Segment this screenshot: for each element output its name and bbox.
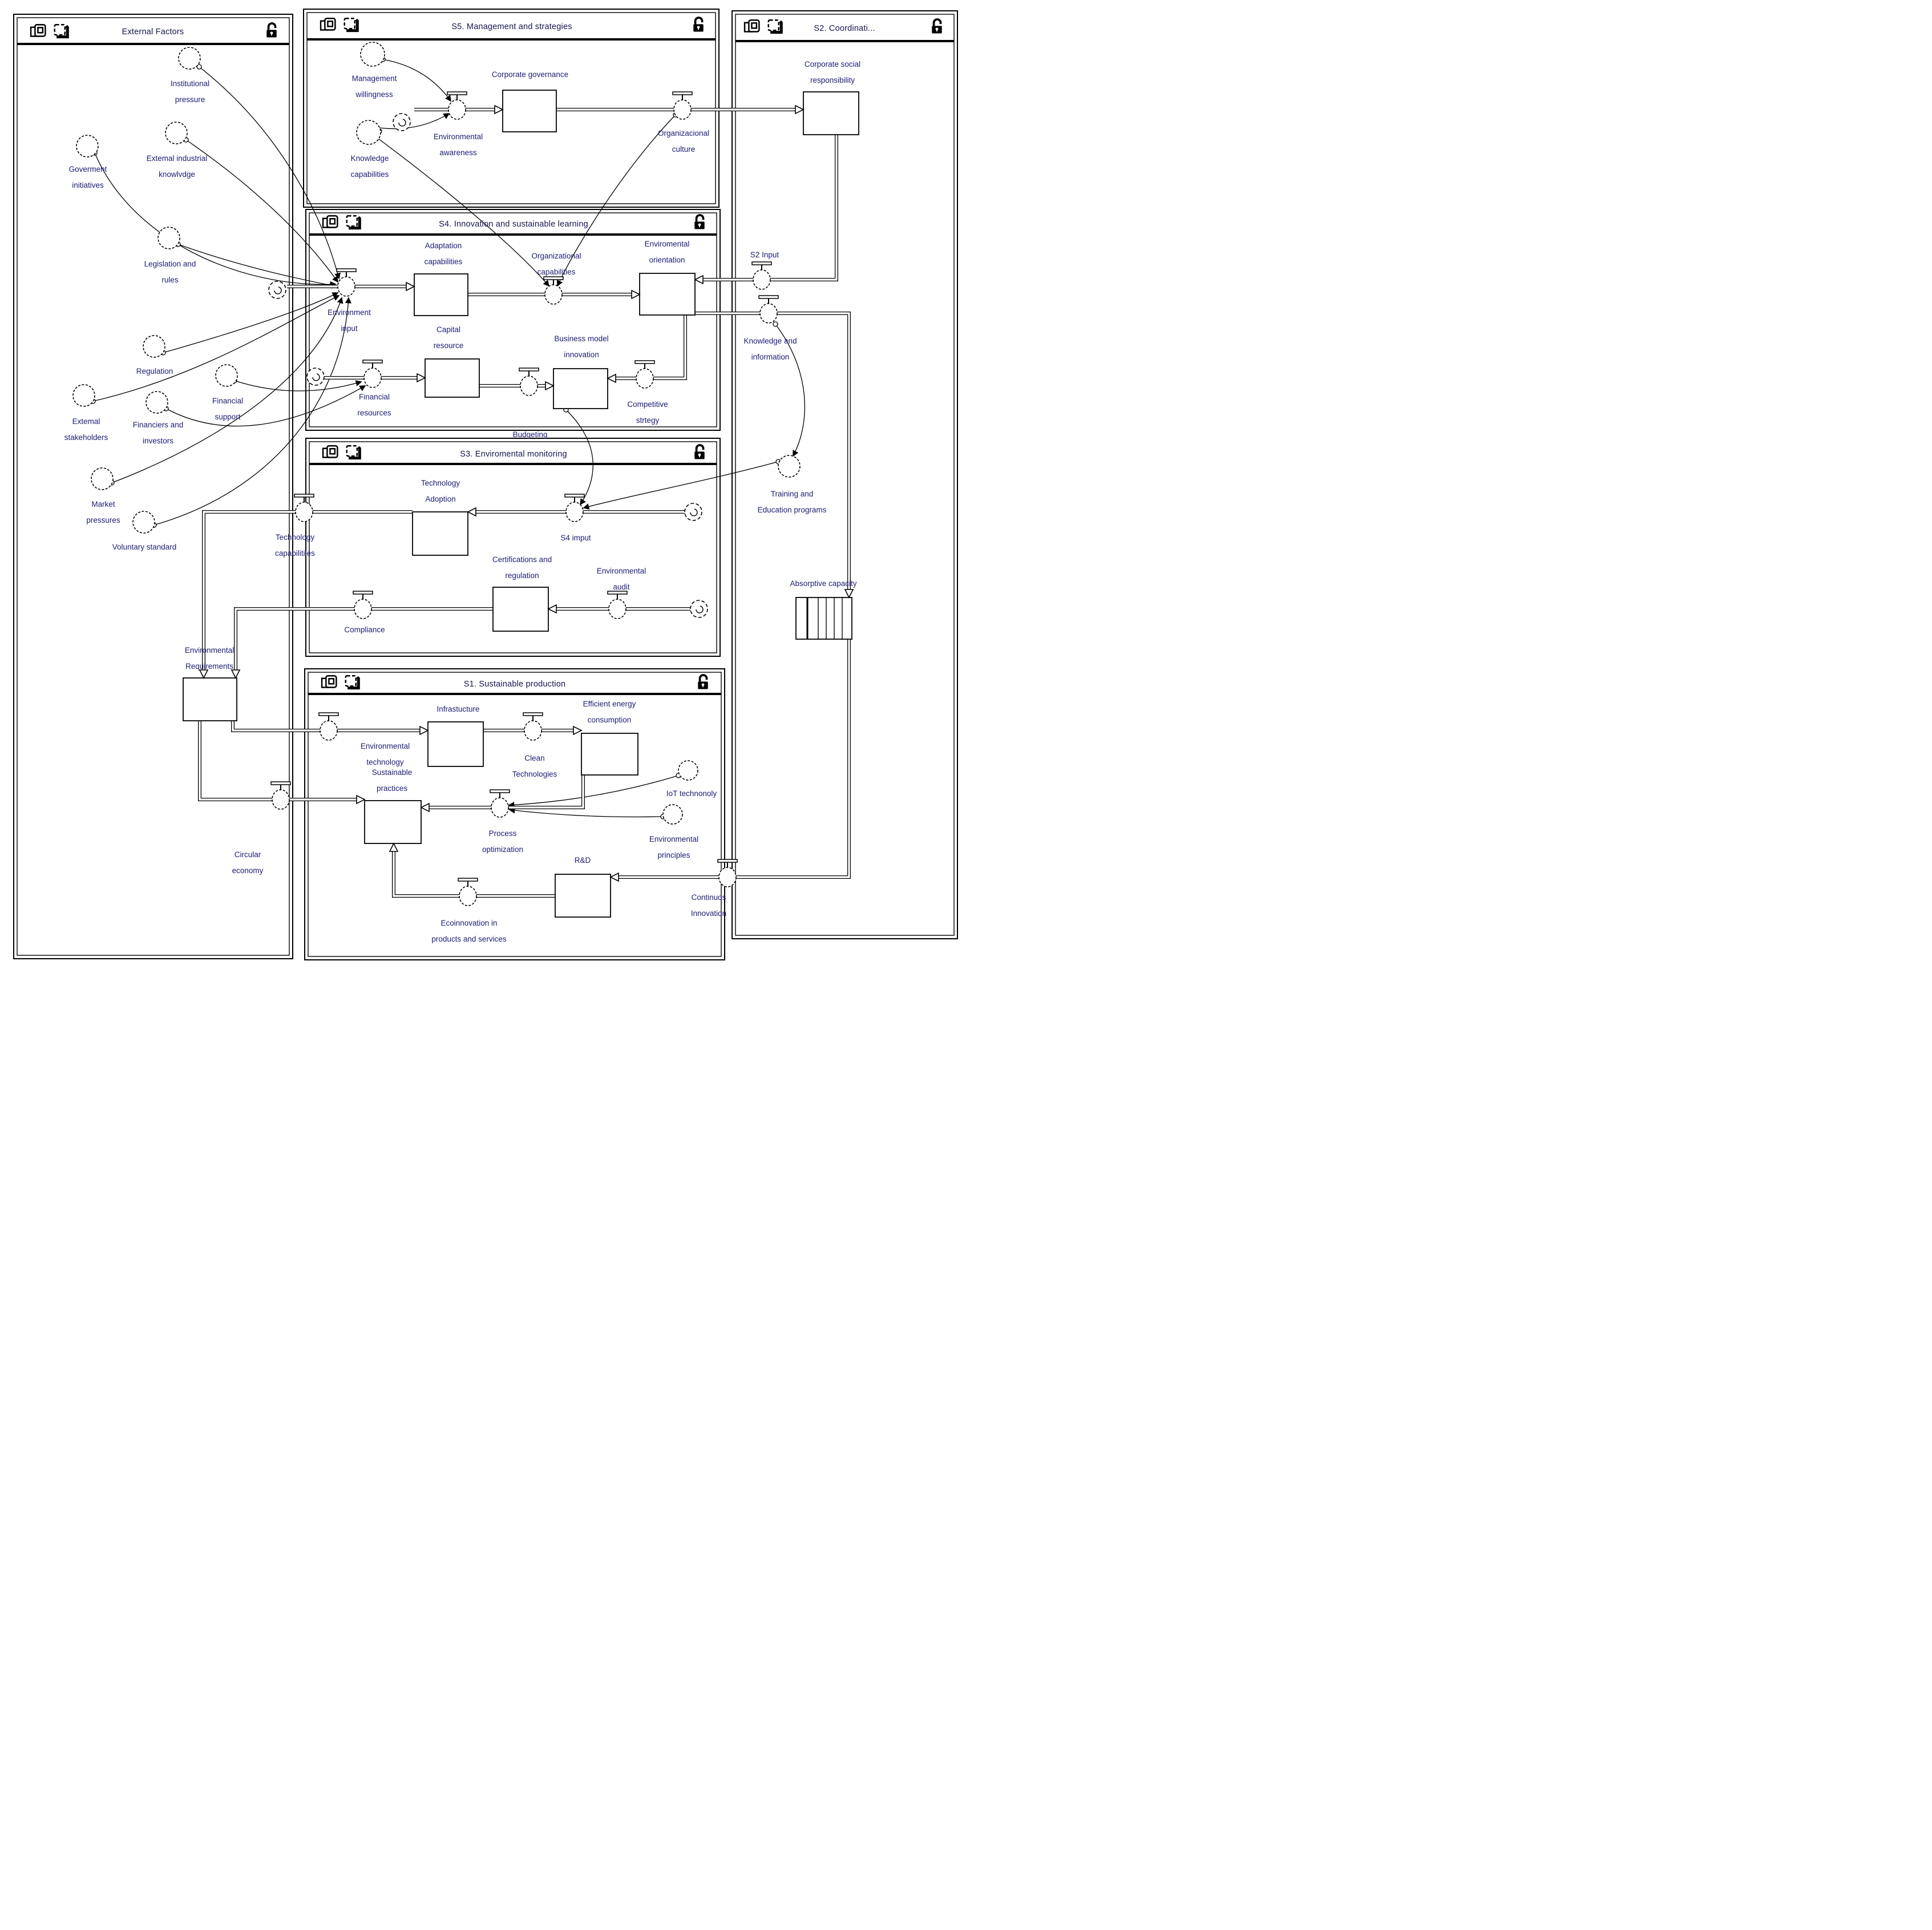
stock-certifications-regulation[interactable] xyxy=(493,587,548,631)
svg-text:audit: audit xyxy=(613,583,630,591)
label-corporate-governance: Corporate governance xyxy=(491,70,569,79)
label-certifications-regulation: Certifications and xyxy=(492,555,552,564)
svg-text:culture: culture xyxy=(672,145,696,154)
label-knowledge-information: Knowledge and xyxy=(743,337,797,345)
label-capital-resource: Capital xyxy=(436,325,461,334)
label-s4-imput: S4 imput xyxy=(560,534,591,542)
model-canvas xyxy=(0,0,966,965)
svg-text:resource: resource xyxy=(433,341,464,350)
cloud-source-environment-input[interactable] xyxy=(269,281,286,298)
label-environmental-technology: Environmental xyxy=(360,742,410,750)
label-adaptation-capabilities: Adaptation xyxy=(425,241,462,250)
aux-external-stakeholders[interactable] xyxy=(73,385,95,406)
svg-text:capabilities: capabilities xyxy=(537,268,576,276)
svg-text:pressure: pressure xyxy=(175,95,205,104)
svg-text:orientation: orientation xyxy=(649,256,685,264)
label-management-willingness: Management xyxy=(351,74,397,83)
label-corporate-social-responsibility: Corporate social xyxy=(804,60,861,68)
svg-text:practices: practices xyxy=(376,784,408,793)
aux-environmental-principles[interactable] xyxy=(663,805,682,824)
stock-corporate-governance[interactable] xyxy=(503,90,556,132)
cloud-source-environmental-awareness[interactable] xyxy=(393,114,410,131)
aux-institutional-pressure[interactable] xyxy=(179,47,200,69)
svg-text:Technologies: Technologies xyxy=(512,770,557,778)
svg-text:capabilities: capabilities xyxy=(424,257,463,266)
svg-text:principles: principles xyxy=(657,851,690,859)
svg-text:pressures: pressures xyxy=(86,516,120,524)
svg-text:responsibility: responsibility xyxy=(810,76,855,84)
svg-text:consumption: consumption xyxy=(587,716,632,724)
aux-financiers-investors[interactable] xyxy=(146,391,168,413)
svg-text:investors: investors xyxy=(142,437,174,445)
label-training-education: Training and xyxy=(770,490,814,498)
svg-text:knowlvdge: knowlvdge xyxy=(159,170,195,179)
svg-text:willingness: willingness xyxy=(355,90,393,99)
panel-title-s2: S2. Coordinati... xyxy=(814,24,875,33)
aux-external-industrial-knowledge[interactable] xyxy=(165,122,187,144)
stock-enviromental-orientation[interactable] xyxy=(640,273,695,315)
cloud-source-environmental-audit[interactable] xyxy=(690,600,708,617)
label-financiers-investors: Financiers and xyxy=(132,421,184,429)
panel-title-s3: S3. Enviromental monitoring xyxy=(460,450,567,459)
label-infrastucture: Infrastucture xyxy=(436,705,480,713)
svg-text:technology: technology xyxy=(366,758,404,766)
label-process-optimization: Process xyxy=(488,829,517,838)
svg-text:rules: rules xyxy=(161,276,179,284)
stock-technology-adoption[interactable] xyxy=(413,512,468,555)
label-financial-support: Financial xyxy=(212,397,244,405)
label-business-model-innovation: Business model xyxy=(554,334,609,343)
aux-knowledge-capabilities[interactable] xyxy=(357,120,381,144)
label-external-stakeholders: Extemal xyxy=(72,417,100,426)
stock-efficient-energy-consumption[interactable] xyxy=(581,733,638,775)
panel-title-s1: S1. Sustainable production xyxy=(463,680,566,689)
svg-text:Requirements: Requirements xyxy=(185,662,234,671)
label-market-pressures: Market xyxy=(91,500,115,508)
svg-text:innovation: innovation xyxy=(564,350,599,359)
label-s2-input: S2 Input xyxy=(750,251,779,259)
cloud-source-financial-resources[interactable] xyxy=(307,368,324,385)
label-efficient-energy: Efficient energy xyxy=(583,700,636,708)
stock-adaptation-capabilities[interactable] xyxy=(414,274,468,316)
label-regulation: Regulation xyxy=(136,367,173,375)
label-enviromental-orientation: Enviromental xyxy=(644,240,690,248)
label-institutional-pressure: Institutional xyxy=(170,79,210,88)
aux-iot-technonoly[interactable] xyxy=(678,761,698,780)
stock-absorptive-capacity[interactable] xyxy=(796,597,852,639)
panel-title-external-factors: External Factors xyxy=(122,27,184,37)
svg-text:Education programs: Education programs xyxy=(757,506,827,514)
module-s2-coordination[interactable] xyxy=(732,11,957,939)
aux-management-willingness[interactable] xyxy=(361,42,385,66)
label-environmental-audit: Environmental xyxy=(596,567,646,575)
label-competitive-strtegy: Competitive xyxy=(627,400,668,409)
svg-text:optimization: optimization xyxy=(482,845,524,854)
cloud-source-s4-imput[interactable] xyxy=(685,503,702,520)
svg-text:capabilities: capabilities xyxy=(350,170,389,179)
svg-text:Innovation: Innovation xyxy=(690,909,727,918)
label-budgeting: Budgeting xyxy=(512,430,548,439)
label-clean-technologies: Clean xyxy=(524,754,545,762)
label-organizational-capabilities: Organizational xyxy=(531,252,581,260)
label-environmental-awareness: Environmental xyxy=(433,132,483,141)
svg-text:information: information xyxy=(751,353,790,361)
svg-text:stakeholders: stakeholders xyxy=(64,433,108,442)
svg-text:Adoption: Adoption xyxy=(425,495,456,503)
aux-training-education[interactable] xyxy=(778,455,800,477)
label-financial-resources: Financial xyxy=(358,393,390,401)
label-organizacional-culture: Organizacional xyxy=(657,129,710,138)
label-sustainable-practices: Sustainable xyxy=(371,768,413,777)
label-compliance: Compliance xyxy=(344,625,385,634)
label-voluntary-standard: Voluntary standard xyxy=(112,543,177,551)
label-external-industrial-knowledge: Extemal industrial xyxy=(146,154,208,163)
label-rd: R&D xyxy=(574,856,591,865)
aux-goverment-initiatives[interactable] xyxy=(76,135,98,157)
label-environmental-principles: Environmental xyxy=(649,835,699,843)
svg-text:products and services: products and services xyxy=(431,935,507,943)
svg-text:initiatives: initiatives xyxy=(72,181,104,189)
stock-environmental-requirements[interactable] xyxy=(183,678,237,721)
svg-text:strtegy: strtegy xyxy=(636,416,660,425)
svg-text:input: input xyxy=(341,324,358,333)
aux-legislation-rules[interactable] xyxy=(158,227,180,249)
stock-capital-resource[interactable] xyxy=(425,359,479,397)
aux-voluntary-standard[interactable] xyxy=(133,511,155,533)
stock-sustainable-practices[interactable] xyxy=(365,801,421,843)
svg-text:economy: economy xyxy=(232,866,264,875)
label-continuos-innovation: Continuos xyxy=(691,893,726,902)
aux-market-pressures[interactable] xyxy=(91,468,113,490)
stock-corporate-social-responsibility[interactable] xyxy=(803,92,859,135)
label-environment-input: Environment xyxy=(328,308,371,317)
svg-text:regulation: regulation xyxy=(505,571,539,580)
label-circular-economy: Circular xyxy=(234,850,261,859)
label-iot-technonoly: IoT technonoly xyxy=(666,789,717,798)
stock-rd[interactable] xyxy=(555,874,611,917)
label-technology-capabilities: Technology xyxy=(275,533,315,542)
stock-infrastucture[interactable] xyxy=(428,722,483,766)
aux-financial-support[interactable] xyxy=(216,365,237,386)
label-knowledge-capabilities: Knowledge xyxy=(350,154,389,163)
aux-regulation[interactable] xyxy=(143,336,165,357)
label-ecoinnovation: Ecoinnovation in xyxy=(440,919,498,927)
label-environmental-requirements: Environmental xyxy=(184,646,235,655)
stock-business-model-innovation[interactable] xyxy=(553,369,608,409)
panel-title-s5: S5. Management and strategies xyxy=(451,22,572,31)
panel-title-s4: S4. Innovation and sustainable learning xyxy=(439,220,588,229)
label-goverment-initiatives: Goverment xyxy=(68,165,107,173)
svg-text:capabilitiies: capabilitiies xyxy=(275,549,315,558)
label-legislation-rules: Legislation and xyxy=(144,260,196,268)
label-technology-adoption: Technology xyxy=(421,479,460,487)
svg-text:support: support xyxy=(215,413,241,421)
svg-text:resources: resources xyxy=(357,409,391,417)
label-absorptive-capacity: Absorptive capacity xyxy=(790,579,857,588)
svg-text:awareness: awareness xyxy=(439,148,477,157)
